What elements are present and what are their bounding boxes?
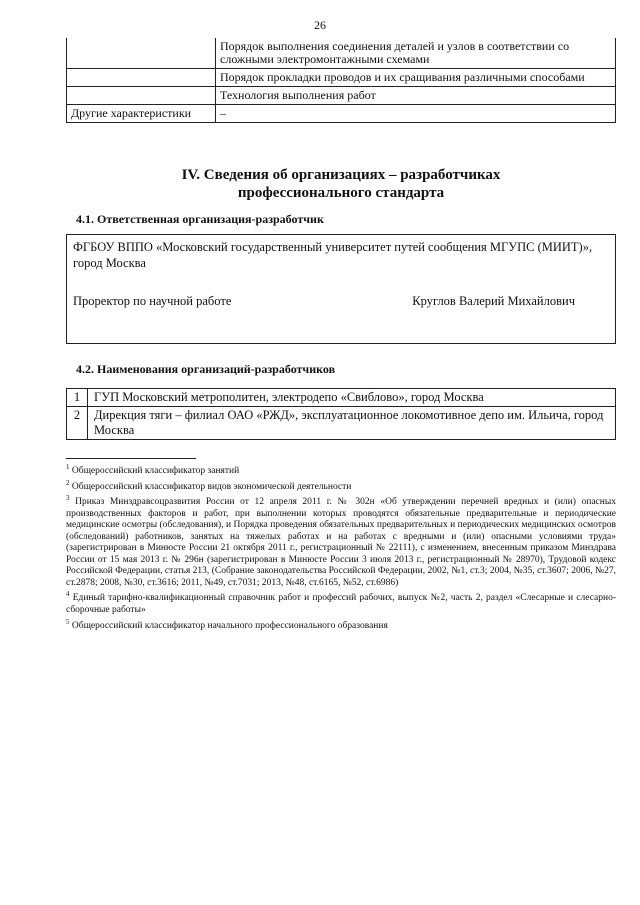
- responsible-org-heading: 4.1. Ответственная организация-разработчик: [76, 212, 324, 226]
- table-cell-value: Порядок выполнения соединения деталей и узлов в соответствии со сложными электромонтажными схемами: [216, 38, 616, 69]
- section-title-line1: IV. Сведения об организациях – разработчиках: [181, 167, 501, 183]
- table-cell-label: [67, 87, 216, 105]
- footnote: [66, 493, 616, 589]
- footnote-divider: [66, 458, 196, 459]
- developer-orgs-heading: 4.2. Наименования организаций-разработчиков: [76, 362, 336, 376]
- table-cell-label: [67, 38, 216, 69]
- footnote-text: Общероссийский классификатор начального профессионального образования: [69, 620, 388, 631]
- table-cell-value: –: [216, 105, 616, 123]
- footnote-text: Единый тарифно-квалификационный справочник работ и профессий рабочих, выпуск №2, часть 2, раздел «Слесарные и слесарно-сборочные работы»: [66, 593, 616, 616]
- table-cell-value: Технология выполнения работ: [216, 87, 616, 105]
- developer-orgs-table: [66, 388, 616, 440]
- person-name: Круглов Валерий Михайлович: [412, 294, 575, 308]
- characteristics-table: [66, 38, 616, 123]
- position-label: Проректор по научной работе: [73, 294, 232, 308]
- table-row: [67, 87, 616, 105]
- row-number: 1: [67, 389, 88, 407]
- table-row: [67, 389, 616, 407]
- org-item-name: Дирекция тяги – филиал ОАО «РЖД», эксплуатационное локомотивное депо им. Ильича, город Москва: [88, 407, 616, 440]
- footnote: [66, 617, 616, 633]
- table-cell-value: Порядок прокладки проводов и их сращивания различными способами: [216, 69, 616, 87]
- footnote-mark: 4: [66, 590, 70, 599]
- footnote-mark: 2: [66, 478, 70, 487]
- footnote: [66, 478, 616, 494]
- table-cell-label: [67, 69, 216, 87]
- section-title-line2: профессионального стандарта: [237, 185, 445, 201]
- org-name: ФГБОУ ВППО «Московский государственный университет путей сообщения МГУПС (МИИТ)», город Москва: [73, 240, 593, 270]
- section-title: [66, 166, 616, 202]
- footnotes: [66, 462, 616, 632]
- table-row: [67, 69, 616, 87]
- footnote-mark: 1: [66, 463, 70, 471]
- footnote-text: Приказ Минздравсоцразвития России от 12 апреля 2011 г. № 302н «Об утверждении перечней вредных и (или) опасных производственных факторов и работ, при выполнении которых проводятся обязательные предварительные и периодические медицинские осмотры (обследования), и Порядка проведения обязательных предварительных и периодических медицинских осмотров (обследований) работников, занятых на тяжелых работах и на работах с вредными и (или) опасными условиями труда» (зарегистрирован в Минюсте России 21 октября 2011 г., регистрационный № 22111), с изменением, внесенным приказом Минздрава России от 15 мая 2013 г. № 296н (зарегистрирован в Минюсте России 3 июля 2013 г., регистрационный № 28970), Трудовой кодекс Российской Федерации, статья 213, (Собрание законодательства Российской Федерации, 2002, №1, ст.3; 2004, №35, ст.3607; 2006, №27, ст.2878; 2008, №30, ст.3616; 2011, №49, ст.7031; 2013, №48, ст.6165, №52, ст.6986): [66, 497, 616, 588]
- row-number: 2: [67, 407, 88, 440]
- footnote-text: Общероссийский классификатор видов экономической деятельности: [69, 481, 352, 492]
- table-row: [67, 407, 616, 440]
- table-row: [67, 38, 616, 69]
- footnote-text: Общероссийский классификатор занятий: [69, 466, 240, 477]
- footnote: [66, 462, 616, 478]
- footnote-mark: 3: [66, 494, 70, 503]
- page-number: 26: [314, 18, 326, 32]
- footnote: [66, 589, 616, 616]
- table-cell-label: Другие характеристики: [67, 105, 216, 123]
- footnote-mark: 5: [66, 617, 70, 626]
- org-item-name: ГУП Московский метрополитен, электродепо «Свиблово», город Москва: [88, 389, 616, 407]
- table-row: [67, 105, 616, 123]
- responsible-org-box: [66, 234, 616, 344]
